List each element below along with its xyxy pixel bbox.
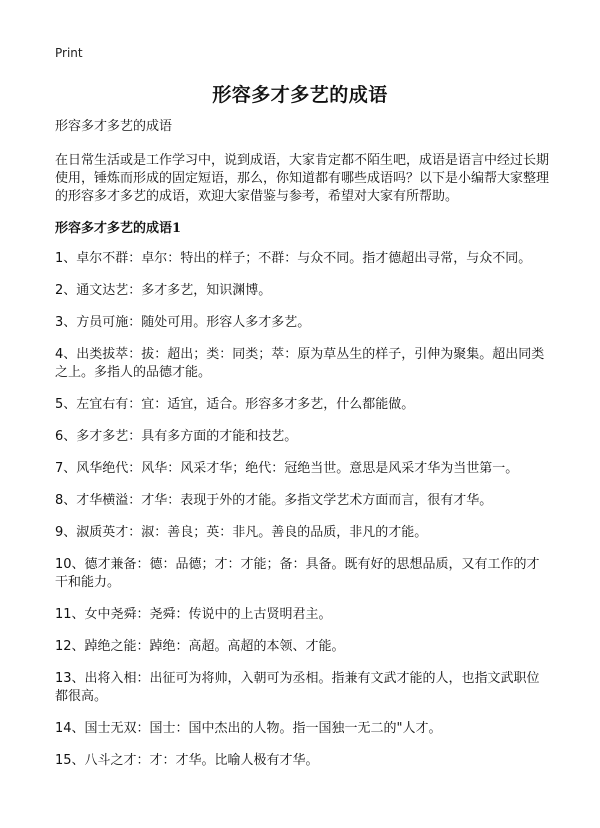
list-item: 1、卓尔不群：卓尔：特出的样子；不群：与众不同。指才德超出寻常，与众不同。: [55, 251, 532, 266]
list-item: 10、德才兼备：德：品德；才：才能；备：具备。既有好的思想品质，又有工作的才干和能力。: [55, 557, 540, 590]
list-item: 15、八斗之才：才：才华。比喻人极有才华。: [55, 753, 319, 768]
intro-paragraph: 在日常生活或是工作学习中，说到成语，大家肯定都不陌生吧，成语是语言中经过长期使用，锤炼而形成的固定短语，那么，你知道都有哪些成语吗？以下是小编帮大家整理的形容多才多艺的成语，欢迎大家借鉴与参考，希望对大家有所帮助。: [55, 153, 550, 204]
article-body: [55, 118, 550, 784]
list-item: 14、国士无双：国士：国中杰出的人物。指一国独一无二的"人才。: [55, 721, 442, 736]
list-item: 12、踔绝之能：踔绝：高超。高超的本领、才能。: [55, 639, 345, 654]
list-item: 6、多才多艺：具有多方面的才能和技艺。: [55, 429, 298, 444]
list-item: 7、风华绝代：风华：风采才华；绝代：冠绝当世。意思是风采才华为当世第一。: [55, 461, 519, 476]
print-link[interactable]: Print: [55, 46, 83, 60]
article-subtitle: 形容多才多艺的成语: [55, 119, 173, 134]
list-item: 3、方员可施：随处可用。形容人多才多艺。: [55, 315, 311, 330]
section-heading: 形容多才多艺的成语1: [55, 221, 182, 236]
list-item: 8、才华横溢：才华：表现于外的才能。多指文学艺术方面而言，很有才华。: [55, 493, 493, 508]
list-item: 11、女中尧舜：尧舜：传说中的上古贤明君主。: [55, 607, 332, 622]
list-item: 13、出将入相：出征可为将帅，入朝可为丞相。指兼有文武才能的人，也指文武职位都很高。: [55, 671, 540, 704]
list-item: 2、通文达艺：多才多艺，知识渊博。: [55, 283, 272, 298]
list-item: 5、左宜右有：宜：适宜，适合。形容多才多艺，什么都能做。: [55, 397, 415, 412]
list-item: 9、淑质英才：淑：善良；英：非凡。善良的品质，非凡的才能。: [55, 525, 428, 540]
page-title: 形容多才多艺的成语: [212, 84, 388, 106]
list-item: 4、出类拔萃：拔：超出；类：同类；萃：原为草丛生的样子，引伸为聚集。超出同类之上。多指人的品德才能。: [55, 347, 545, 380]
